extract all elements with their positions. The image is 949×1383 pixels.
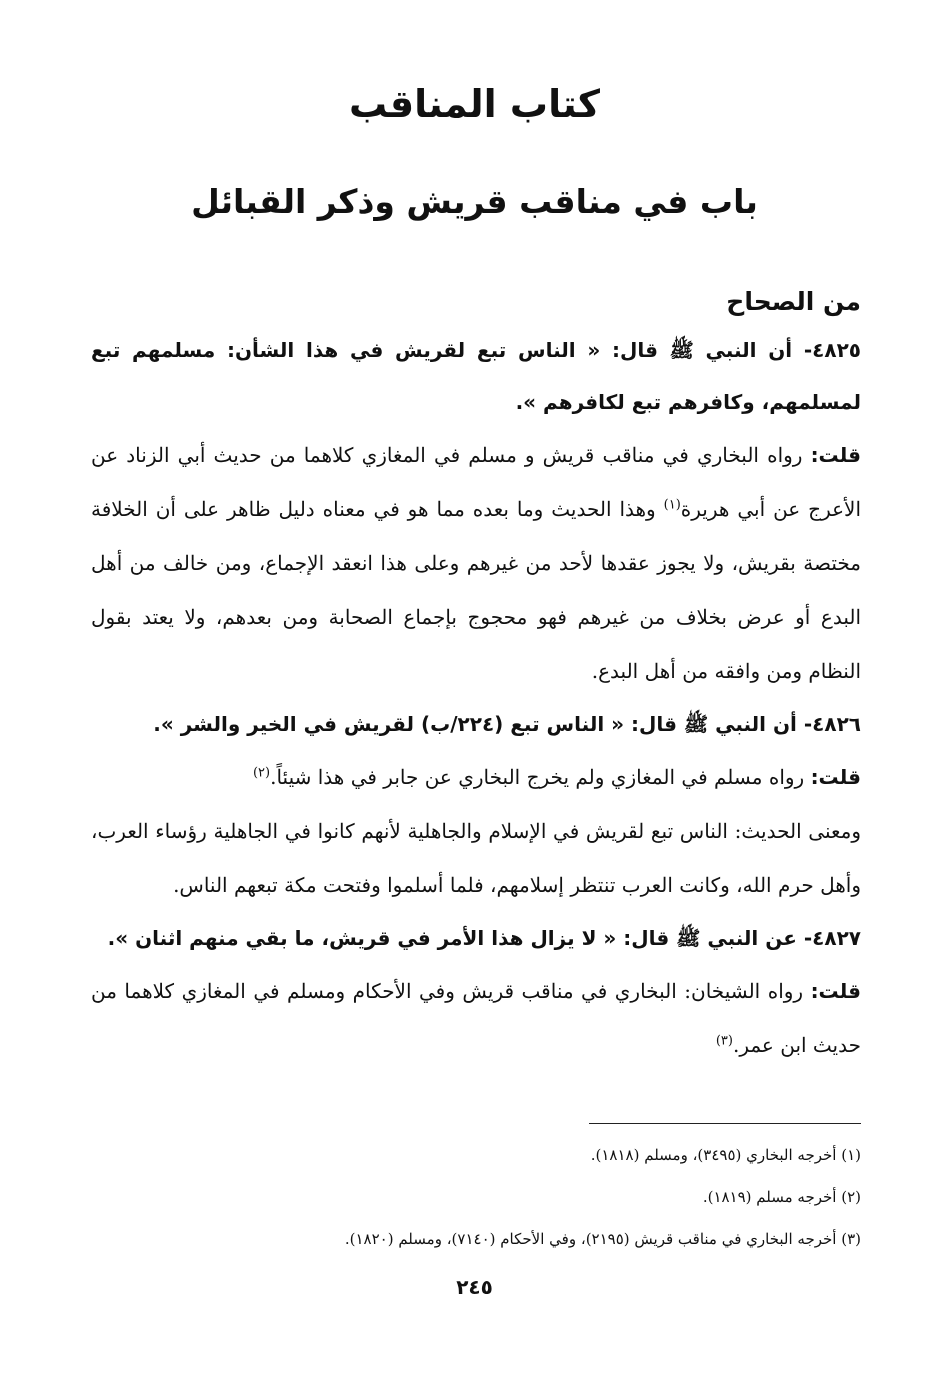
commentary-4825	[91, 428, 861, 698]
footnote-3: (٣) أخرجه البخاري في مناقب قريش (٢١٩٥)، وفي الأحكام (٧١٤٠)، ومسلم (١٨٢٠).	[344, 1230, 861, 1248]
commentary-label: قلت:	[810, 443, 861, 467]
commentary-label: قلت:	[810, 979, 861, 1003]
commentary-4827	[91, 964, 861, 1072]
footnote-2: (٢) أخرجه مسلم (١٨١٩).	[702, 1188, 861, 1206]
commentary-4826	[91, 750, 861, 804]
page-number: ٢٤٥	[456, 1275, 493, 1299]
commentary-text: رواه مسلم في المغازي ولم يخرج البخاري عن جابر في هذا شيئاً.	[270, 765, 811, 789]
footnote-ref: (٣)	[715, 1033, 733, 1049]
footnote-1: (١) أخرجه البخاري (٣٤٩٥)، ومسلم (١٨١٨).	[590, 1146, 861, 1164]
main-content	[91, 280, 861, 1072]
footnotes	[91, 1134, 861, 1260]
book-title: كتاب المناقب	[349, 82, 600, 126]
hadith-4826: ٤٨٢٦- أن النبي ﷺ قال: « الناس تبع (٢٢٤/ب) لقريش في الخير والشر ».	[153, 712, 861, 736]
footnote-ref: (١)	[663, 497, 681, 513]
footnote-ref: (٢)	[252, 765, 271, 781]
commentary-text: رواه الشيخان: البخاري في مناقب قريش وفي الأحكام ومسلم في المغازي كلاهما من حديث ابن عمر.	[91, 979, 861, 1057]
commentary-text: رواه البخاري في مناقب قريش و مسلم في المغازي كلاهما من حديث أبي الزناد عن الأعرج عن أبي هريرة	[91, 443, 862, 521]
section-heading: من الصحاح	[726, 287, 861, 316]
chapter-title: باب في مناقب قريش وذكر القبائل	[191, 182, 758, 221]
hadith-4827: ٤٨٢٧- عن النبي ﷺ قال: « لا يزال هذا الأمر في قريش، ما بقي منهم اثنان ».	[107, 926, 861, 950]
footnote-divider	[589, 1123, 861, 1124]
commentary-text: وهذا الحديث وما بعده مما هو في معناه دليل ظاهر على أن الخلافة مختصة بقريش، ولا يجوز عقدها لأحد من غيرهم وعلى هذا انعقد الإجماع، ومن خالف من أهل البدع أو عرض بخلاف من غيرهم فهو محجوج بإجماع الصحابة ومن بعدهم، ولا يعتد بقول النظام ومن وافقه من أهل البدع.	[91, 497, 862, 683]
commentary-label: قلت:	[810, 765, 861, 789]
hadith-4825: ٤٨٢٥- أن النبي ﷺ قال: « الناس تبع لقريش في هذا الشأن: مسلمهم تبع لمسلمهم، وكافرهم تبع لكافرهم ».	[91, 338, 861, 414]
explanation-4826: ومعنى الحديث: الناس تبع لقريش في الإسلام والجاهلية لأنهم كانوا في الجاهلية رؤساء العرب، وأهل حرم الله، وكانت العرب تنتظر إسلامهم، فلما أسلموا وفتحت مكة تبعهم الناس.	[91, 819, 861, 897]
